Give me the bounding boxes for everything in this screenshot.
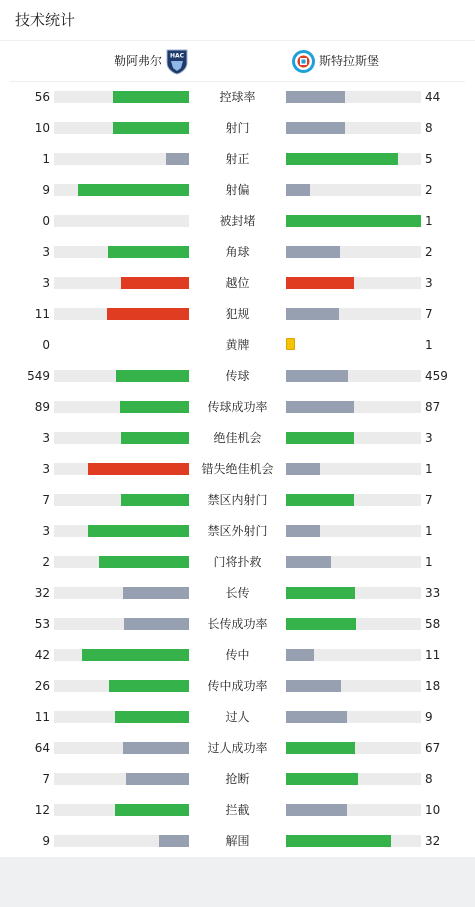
away-bar-fill [286,835,391,847]
stat-label: 射门 [225,121,250,135]
away-value: 1 [425,555,433,569]
stat-label: 过人 [225,710,250,724]
stat-label: 角球 [225,245,250,259]
away-bar-fill [286,277,354,289]
away-bar-fill [286,215,421,227]
home-bar-track [54,525,189,537]
home-value: 7 [42,772,50,786]
home-value: 12 [34,803,50,817]
home-value: 3 [42,462,50,476]
home-bar-fill [121,432,189,444]
stat-label: 射正 [225,152,250,166]
away-value: 3 [425,431,433,445]
stat-label: 越位 [225,276,250,290]
away-value: 8 [425,772,433,786]
away-bar-fill [286,649,314,661]
away-value: 1 [425,214,433,228]
stat-row [0,330,475,361]
stat-row [0,423,475,454]
stat-row [0,826,475,857]
away-bar-fill [286,432,354,444]
home-bar-fill [113,91,189,103]
home-bar-track [54,246,189,258]
home-value: 9 [42,834,50,848]
stat-label: 长传成功率 [207,617,268,631]
home-value: 3 [42,245,50,259]
home-bar-fill [120,401,189,413]
home-bar-track [54,556,189,568]
home-bar-fill [113,122,189,134]
away-value: 7 [425,493,433,507]
stat-row [0,175,475,206]
home-bar-track [54,215,189,227]
away-bar-fill [286,804,347,816]
away-bar-fill [286,463,320,475]
away-value: 9 [425,710,433,724]
away-bar-fill [286,308,339,320]
stat-row [0,144,475,175]
home-value: 64 [34,741,50,755]
stat-row [0,547,475,578]
away-value: 1 [425,462,433,476]
away-bar-track [286,835,421,847]
stat-label: 解围 [225,834,250,848]
stat-label: 门将扑救 [213,555,262,569]
away-value: 7 [425,307,433,321]
away-bar-fill [286,742,355,754]
stat-label: 绝佳机会 [213,431,262,445]
home-bar-track [54,463,189,475]
home-bar-track [54,277,189,289]
page-title: 技术统计 [15,11,76,29]
home-team-name[interactable]: 勒阿弗尔 [113,54,162,68]
home-bar-track [54,835,189,847]
stat-row [0,485,475,516]
away-bar-track [286,711,421,723]
home-bar-fill [116,370,189,382]
home-value: 89 [34,400,50,414]
home-bar-track [54,122,189,134]
home-bar-fill [126,773,189,785]
home-bar-fill [88,463,189,475]
stat-row [0,361,475,392]
home-bar-fill [123,587,189,599]
away-bar-track [286,401,421,413]
home-value: 56 [34,90,50,104]
away-value: 2 [425,183,433,197]
stat-label: 被封堵 [219,214,256,228]
home-bar-fill [78,184,189,196]
stat-row [0,578,475,609]
away-bar-track [286,587,421,599]
stat-row [0,454,475,485]
stat-row [0,299,475,330]
away-bar-fill [286,711,347,723]
home-bar-fill [115,711,189,723]
away-bar-track [286,246,421,258]
stat-label: 长传 [225,586,250,600]
stat-label: 过人成功率 [207,741,268,755]
home-bar-fill [121,494,189,506]
away-bar-fill [286,618,356,630]
home-bar-fill [123,742,189,754]
away-bar-fill [286,556,331,568]
away-bar-fill [286,525,320,537]
stat-row [0,113,475,144]
stat-label: 传球成功率 [207,400,268,414]
home-bar-fill [115,804,189,816]
home-bar-track [54,804,189,816]
away-value: 11 [425,648,441,662]
away-bar-fill [286,91,345,103]
away-bar-track [286,122,421,134]
away-value: 33 [425,586,441,600]
stat-row [0,733,475,764]
home-value: 32 [34,586,50,600]
away-bar-track [286,494,421,506]
away-value: 3 [425,276,433,290]
home-bar-fill [82,649,189,661]
away-bar-track [286,215,421,227]
home-value: 1 [42,152,50,166]
away-bar-track [286,649,421,661]
stat-row [0,392,475,423]
away-value: 32 [425,834,441,848]
away-bar-fill [286,184,310,196]
stat-label: 禁区内射门 [207,493,268,507]
away-bar-track [286,680,421,692]
stat-row [0,702,475,733]
away-value: 10 [425,803,441,817]
stat-label: 传中 [225,648,250,662]
home-bar-fill [159,835,189,847]
home-bar-track [54,649,189,661]
away-bar-track [286,308,421,320]
away-value: 5 [425,152,433,166]
away-bar-track [286,184,421,196]
away-value: 8 [425,121,433,135]
away-bar-track [286,742,421,754]
away-bar-track [286,525,421,537]
away-bar-fill [286,680,341,692]
stat-row [0,516,475,547]
home-bar-fill [124,618,189,630]
away-bar-fill [286,246,340,258]
stat-row [0,671,475,702]
home-bar-track [54,494,189,506]
home-bar-fill [166,153,189,165]
stat-row [0,640,475,671]
home-value: 42 [34,648,50,662]
away-bar-track [286,773,421,785]
home-bar-track [54,308,189,320]
away-bar-fill [286,587,355,599]
home-logo-text: HAC [169,52,185,60]
home-value: 2 [42,555,50,569]
home-value: 7 [42,493,50,507]
home-value: 26 [34,679,50,693]
home-bar-track [54,370,189,382]
stat-row [0,609,475,640]
away-value: 1 [425,524,433,538]
away-bar-fill [286,122,345,134]
home-bar-fill [108,246,189,258]
stats-list [0,82,475,857]
away-bar-track [286,432,421,444]
home-value: 10 [34,121,50,135]
away-team-logo-icon[interactable] [291,49,316,74]
away-value: 67 [425,741,441,755]
stat-label: 控球率 [219,90,256,104]
home-bar-track [54,618,189,630]
home-bar-track [54,184,189,196]
stat-row [0,268,475,299]
home-bar-track [54,91,189,103]
away-bar-fill [286,494,354,506]
home-bar-track [54,711,189,723]
stat-label: 传球 [225,369,250,383]
away-bar-track [286,370,421,382]
away-bar-track [286,91,421,103]
away-bar-track [286,463,421,475]
away-bar-track [286,153,421,165]
home-bar-track [54,680,189,692]
home-bar-track [54,401,189,413]
home-bar-fill [107,308,189,320]
stat-row [0,237,475,268]
away-bar-fill [286,401,354,413]
home-bar-track [54,153,189,165]
away-value: 1 [425,338,433,352]
stat-row [0,764,475,795]
away-value: 44 [425,90,441,104]
stat-row [0,795,475,826]
yellow-card-icon [286,338,295,350]
away-bar-fill [286,370,348,382]
teams-header [0,41,475,81]
away-bar-fill [286,153,398,165]
away-value: 2 [425,245,433,259]
home-bar-track [54,742,189,754]
home-bar-track [54,587,189,599]
home-bar-fill [121,277,189,289]
away-team-name[interactable]: 斯特拉斯堡 [319,54,380,68]
stat-label: 禁区外射门 [207,524,268,538]
home-value: 3 [42,276,50,290]
stat-row [0,206,475,237]
home-bar-track [54,432,189,444]
home-value: 53 [34,617,50,631]
away-value: 87 [425,400,441,414]
home-bar-fill [99,556,189,568]
home-bar-fill [88,525,189,537]
away-value: 58 [425,617,441,631]
stat-label: 犯规 [225,307,250,321]
stat-row [0,82,475,113]
home-value: 9 [42,183,50,197]
stat-label: 射偏 [225,183,250,197]
home-bar-fill [109,680,189,692]
stat-label: 错失绝佳机会 [201,462,274,476]
home-value: 0 [42,214,50,228]
home-value: 3 [42,524,50,538]
home-value: 3 [42,431,50,445]
home-team-logo-icon[interactable] [166,49,188,75]
home-value: 11 [34,710,50,724]
stat-label: 拦截 [225,803,250,817]
home-bar-track [54,773,189,785]
away-bar-track [286,618,421,630]
stat-label: 传中成功率 [207,679,268,693]
stat-label: 抢断 [225,772,250,786]
stat-label: 黄牌 [225,338,250,352]
away-bar-track [286,277,421,289]
away-bar-fill [286,773,358,785]
away-bar-track [286,556,421,568]
away-bar-track [286,804,421,816]
away-value: 18 [425,679,441,693]
home-value: 0 [42,338,50,352]
away-value: 459 [425,369,448,383]
home-value: 549 [27,369,50,383]
home-value: 11 [34,307,50,321]
